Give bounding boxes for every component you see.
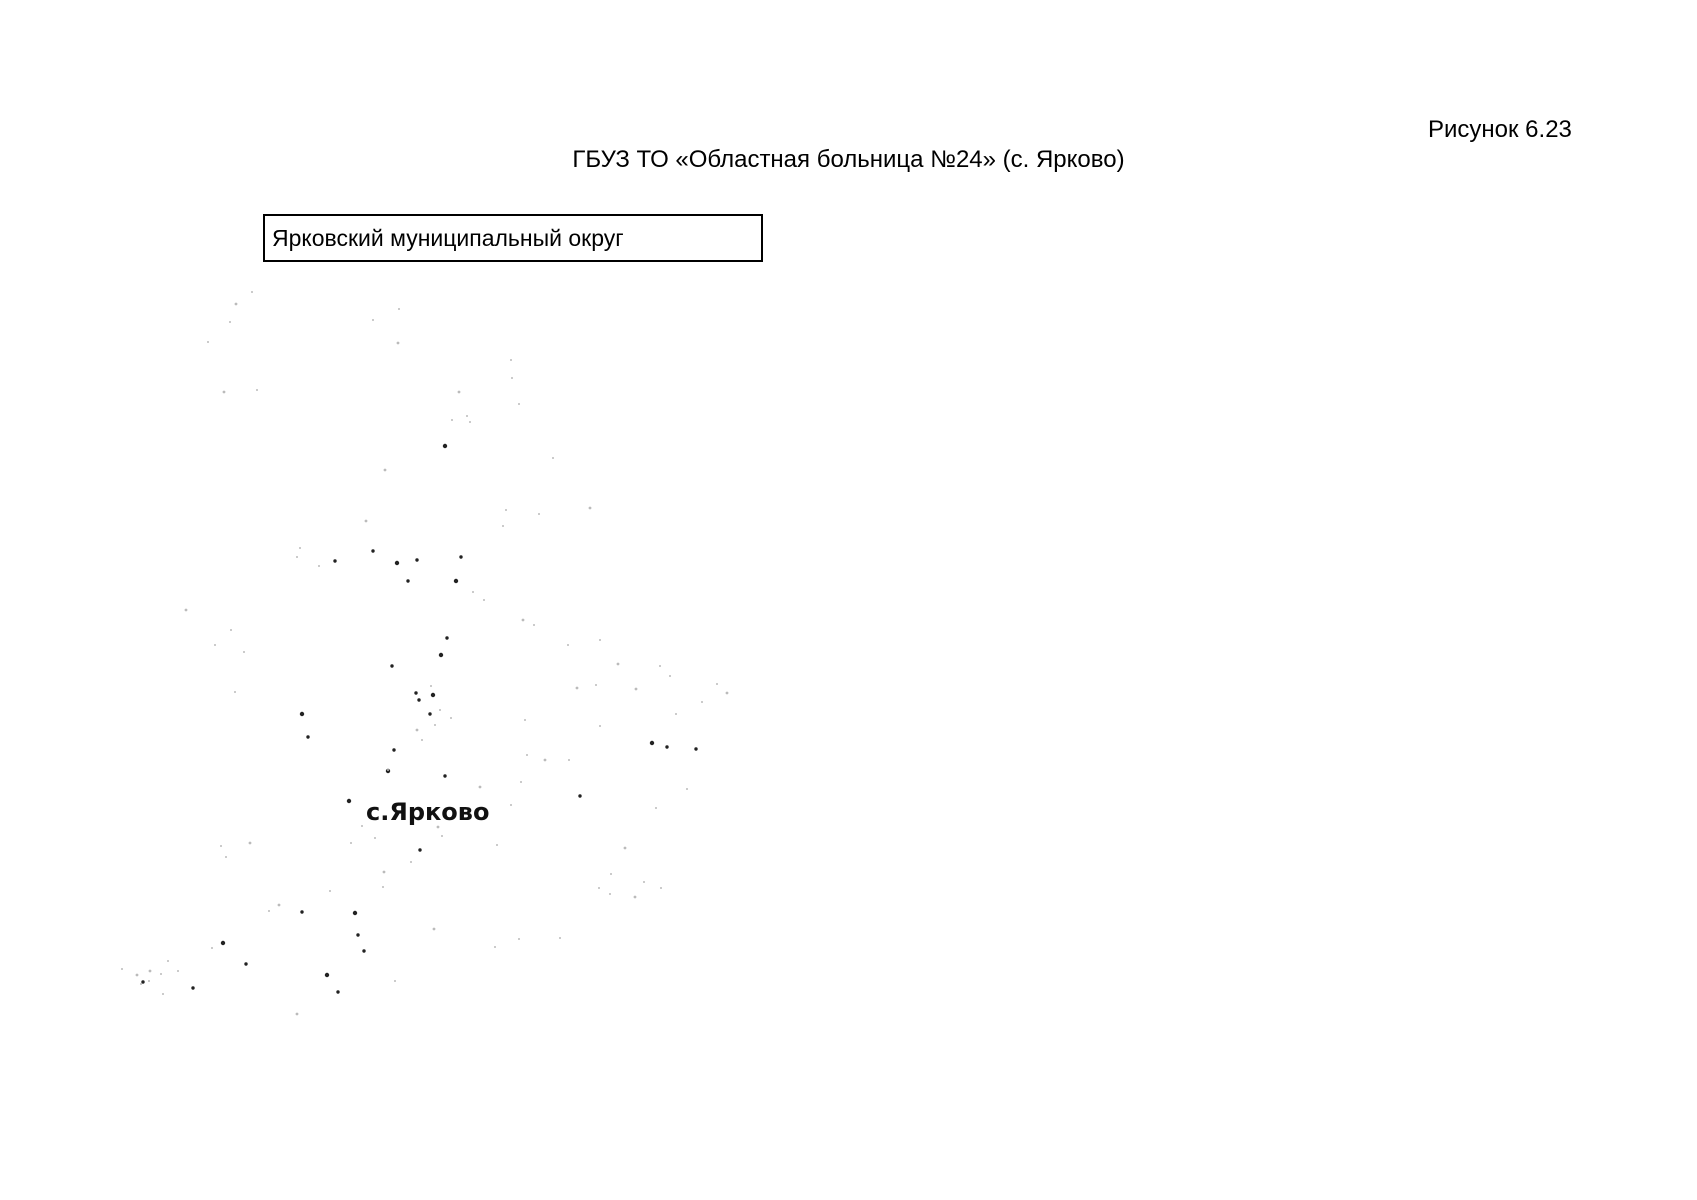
faint-map-speck — [430, 685, 432, 687]
settlement-dots-faint — [121, 291, 728, 1015]
faint-map-speck — [251, 291, 253, 293]
faint-map-speck — [686, 788, 688, 790]
faint-map-speck — [599, 639, 601, 641]
faint-map-speck — [235, 303, 238, 306]
faint-map-speck — [350, 842, 352, 844]
settlement-dots-dark — [141, 444, 697, 994]
faint-map-speck — [675, 713, 677, 715]
faint-map-speck — [256, 389, 258, 391]
faint-map-speck — [520, 781, 522, 783]
settlement-dot — [694, 747, 697, 750]
faint-map-speck — [669, 675, 671, 677]
settlement-dot — [141, 980, 144, 983]
settlement-dot — [221, 941, 225, 945]
faint-map-speck — [230, 629, 232, 631]
settlement-dot — [371, 549, 374, 552]
faint-map-speck — [701, 701, 703, 703]
settlement-dot — [362, 949, 365, 952]
faint-map-speck — [299, 547, 301, 549]
settlement-dot — [191, 986, 194, 989]
faint-map-speck — [394, 980, 396, 982]
faint-map-speck — [177, 970, 179, 972]
faint-map-speck — [211, 947, 213, 949]
faint-map-speck — [136, 974, 139, 977]
settlement-dot — [445, 636, 448, 639]
faint-map-speck — [225, 856, 227, 858]
settlement-label: с.Ярково — [366, 798, 490, 826]
settlement-dot — [392, 748, 395, 751]
faint-map-speck — [567, 644, 569, 646]
district-label-box: Ярковский муниципальный округ — [263, 214, 763, 262]
faint-map-speck — [160, 973, 162, 975]
faint-map-speck — [655, 807, 657, 809]
faint-map-speck — [234, 691, 236, 693]
faint-map-speck — [716, 683, 718, 685]
settlement-dot — [443, 774, 446, 777]
faint-map-speck — [505, 509, 507, 511]
faint-map-speck — [494, 946, 496, 948]
settlement-dot — [443, 444, 447, 448]
faint-map-speck — [374, 837, 376, 839]
faint-map-speck — [437, 826, 440, 829]
faint-map-speck — [162, 993, 164, 995]
faint-map-speck — [643, 881, 645, 883]
settlement-dot — [325, 973, 329, 977]
faint-map-speck — [510, 804, 512, 806]
settlement-dot — [333, 559, 336, 562]
faint-map-speck — [296, 1013, 299, 1016]
faint-map-speck — [214, 644, 216, 646]
figure-title: ГБУЗ ТО «Областная больница №24» (с. Ярково) — [572, 146, 1125, 173]
settlement-dot — [300, 910, 303, 913]
settlement-dot — [390, 664, 393, 667]
faint-map-speck — [660, 887, 662, 889]
faint-map-speck — [278, 904, 281, 907]
settlement-dot — [395, 561, 399, 565]
settlement-dot — [244, 962, 247, 965]
faint-map-speck — [249, 842, 252, 845]
faint-map-speck — [526, 754, 528, 756]
faint-map-speck — [538, 513, 540, 515]
faint-map-speck — [524, 719, 526, 721]
figure-number: Рисунок 6.23 — [1428, 116, 1572, 143]
settlement-dot — [665, 745, 668, 748]
faint-map-speck — [149, 970, 152, 973]
faint-map-speck — [502, 525, 504, 527]
faint-map-speck — [365, 520, 368, 523]
faint-map-speck — [384, 469, 387, 472]
faint-map-speck — [410, 861, 412, 863]
faint-map-speck — [296, 556, 298, 558]
faint-map-speck — [617, 663, 620, 666]
faint-map-speck — [433, 928, 436, 931]
faint-map-speck — [659, 665, 661, 667]
settlement-dot — [439, 653, 443, 657]
faint-map-speck — [472, 591, 474, 593]
faint-map-speck — [599, 725, 601, 727]
faint-map-speck — [361, 825, 363, 827]
settlement-dot — [347, 799, 351, 803]
faint-map-speck — [518, 403, 520, 405]
faint-map-speck — [522, 619, 525, 622]
faint-map-speck — [140, 983, 142, 985]
faint-map-speck — [382, 886, 384, 888]
faint-map-speck — [329, 890, 331, 892]
faint-map-speck — [458, 391, 461, 394]
faint-map-speck — [610, 873, 612, 875]
faint-map-speck — [268, 910, 270, 912]
faint-map-speck — [635, 688, 638, 691]
faint-map-speck — [726, 692, 729, 695]
settlement-dot — [428, 712, 431, 715]
faint-map-speck — [568, 759, 570, 761]
faint-map-speck — [576, 687, 579, 690]
settlement-dot — [431, 693, 435, 697]
faint-map-speck — [533, 624, 535, 626]
faint-map-speck — [397, 342, 400, 345]
faint-map-speck — [595, 684, 597, 686]
faint-map-speck — [589, 507, 592, 510]
faint-map-speck — [372, 319, 374, 321]
faint-map-speck — [185, 609, 188, 612]
settlement-dot — [650, 741, 654, 745]
faint-map-speck — [243, 651, 245, 653]
faint-map-speck — [483, 599, 485, 601]
settlement-dot — [459, 555, 462, 558]
faint-map-speck — [552, 457, 554, 459]
settlement-dot — [415, 558, 418, 561]
faint-map-speck — [207, 341, 209, 343]
faint-map-speck — [451, 419, 453, 421]
settlement-dot — [578, 794, 581, 797]
faint-map-speck — [421, 739, 423, 741]
faint-map-speck — [387, 769, 389, 771]
settlement-dot — [417, 698, 420, 701]
settlement-dot — [356, 933, 359, 936]
faint-map-speck — [518, 938, 520, 940]
settlement-dot — [306, 735, 309, 738]
faint-map-speck — [496, 844, 498, 846]
faint-map-speck — [439, 709, 441, 711]
faint-map-speck — [441, 835, 443, 837]
faint-map-speck — [559, 937, 561, 939]
faint-map-speck — [511, 377, 513, 379]
faint-map-speck — [434, 724, 436, 726]
faint-map-speck — [469, 421, 471, 423]
settlement-dot — [414, 691, 417, 694]
faint-map-speck — [479, 786, 482, 789]
faint-map-speck — [167, 960, 169, 962]
faint-map-speck — [229, 321, 231, 323]
settlement-dot — [454, 579, 458, 583]
faint-map-speck — [220, 845, 222, 847]
faint-map-speck — [416, 729, 419, 732]
faint-map-speck — [121, 968, 123, 970]
faint-map-speck — [318, 565, 320, 567]
faint-map-speck — [544, 759, 547, 762]
faint-map-speck — [398, 308, 400, 310]
faint-map-speck — [466, 415, 468, 417]
faint-map-speck — [598, 887, 600, 889]
settlement-dot — [336, 990, 339, 993]
faint-map-speck — [450, 717, 452, 719]
faint-map-speck — [624, 847, 627, 850]
settlement-dot — [418, 848, 421, 851]
faint-map-speck — [223, 391, 226, 394]
settlement-dot — [353, 911, 357, 915]
faint-map-speck — [383, 871, 386, 874]
faint-map-speck — [609, 893, 611, 895]
settlement-dot — [300, 712, 304, 716]
faint-map-speck — [510, 359, 512, 361]
faint-map-speck — [634, 896, 637, 899]
settlement-dot — [406, 579, 409, 582]
faint-map-speck — [148, 980, 150, 982]
